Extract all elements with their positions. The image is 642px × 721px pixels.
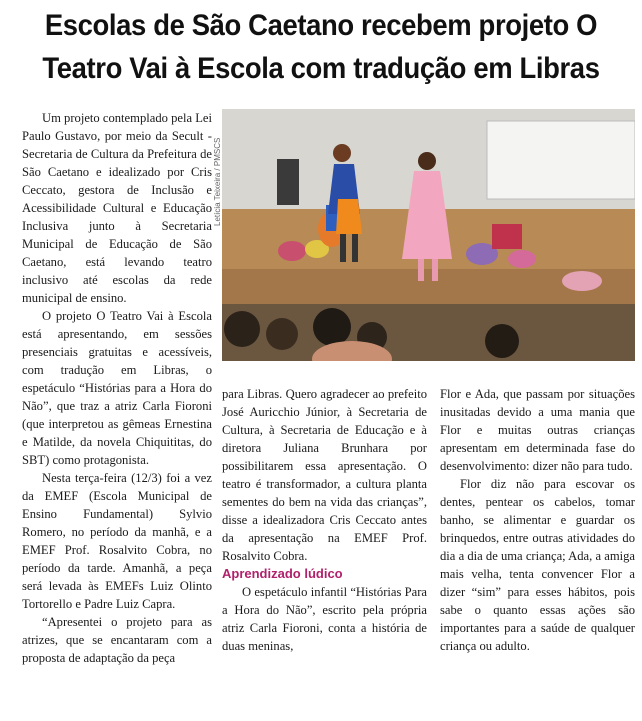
headline-line-1: Escolas de São Caetano recebem projeto O — [44, 9, 598, 42]
paragraph: O projeto O Teatro Vai à Escola está apresentando, em sessões presenciais gratuitas e acessíveis, com tradução em Libras, o espetáculo “Histórias para a Hora do Não”, que traz a atriz Carla Fioroni (que interpretou as gêmeas Ernestina e Matilde, da novela Chiquititas, do SBT) como protagonista. — [22, 309, 212, 467]
paragraph: “Apresentei o projeto para as atrizes, que se encantaram com a proposta de adaptação da peça — [22, 615, 212, 665]
paragraph: Flor e Ada, que passam por situações inusitadas devido a uma mania que Flor e muitas outras crianças apresentam em determinada fase do desenvolvimento: dizer não para tudo. — [440, 387, 635, 473]
column-1 — [22, 109, 212, 667]
article-headline — [22, 4, 619, 90]
theater-scene-illustration — [222, 109, 635, 361]
paragraph: Flor diz não para escovar os dentes, pentear os cabelos, tomar banho, se alimentar e guardar os brinquedos, entre outras atividades do dia a dia de uma criança; Ada, a amiga mais velha, tenta convencer Flor a dizer “sim” para esses hábitos, pois sabe o quanto essas ações são importantes para a saúde de qualquer criança ou adulto. — [440, 477, 635, 653]
headline-line-2: Teatro Vai à Escola com tradução em Libras — [42, 52, 600, 85]
paragraph: Nesta terça-feira (12/3) foi a vez da EMEF (Escola Municipal de Ensino Fundamental) Sylvio Romero, no período da manhã, e a EMEF Prof. Rosalvito Cobra, no período da tarde. Amanhã, a peça será levada às EMEFs Luiz Olinto Tortorello e Padre Luiz Capra. — [22, 471, 212, 611]
paragraph: para Libras. Quero agradecer ao prefeito José Auricchio Júnior, à Secretaria de Cultura, à Secretaria de Educação e à diretora Juliana Brunhara por possibilitarem essa apresentação. O teatro é transformador, a cultura planta sementes do bem na vida das crianças”, disse a idealizadora Cris Ceccato antes da apresentação na EMEF Prof. Rosalvito Cobra. — [222, 387, 427, 563]
column-3 — [440, 385, 635, 655]
photo-credit: Letícia Teixeira / PMSCS — [213, 137, 222, 226]
section-subheading: Aprendizado lúdico — [222, 566, 343, 581]
column-2 — [222, 385, 427, 655]
paragraph: O espetáculo infantil “Histórias Para a Hora do Não”, escrito pela própria atriz Carla Fioroni, conta a história de duas meninas, — [222, 585, 427, 653]
paragraph: Um projeto contemplado pela Lei Paulo Gustavo, por meio da Secult - Secretaria de Cultura da Prefeitura de São Caetano e idealizado por Cris Ceccato, gestora de Inclusão e Acessibilidade Cultural e Educação Inclusiva junto à Secretaria Municipal de Educação de São Caetano, está levando teatro inclusivo até escolas da rede municipal de ensino. — [22, 111, 212, 305]
article-photo — [222, 109, 635, 361]
